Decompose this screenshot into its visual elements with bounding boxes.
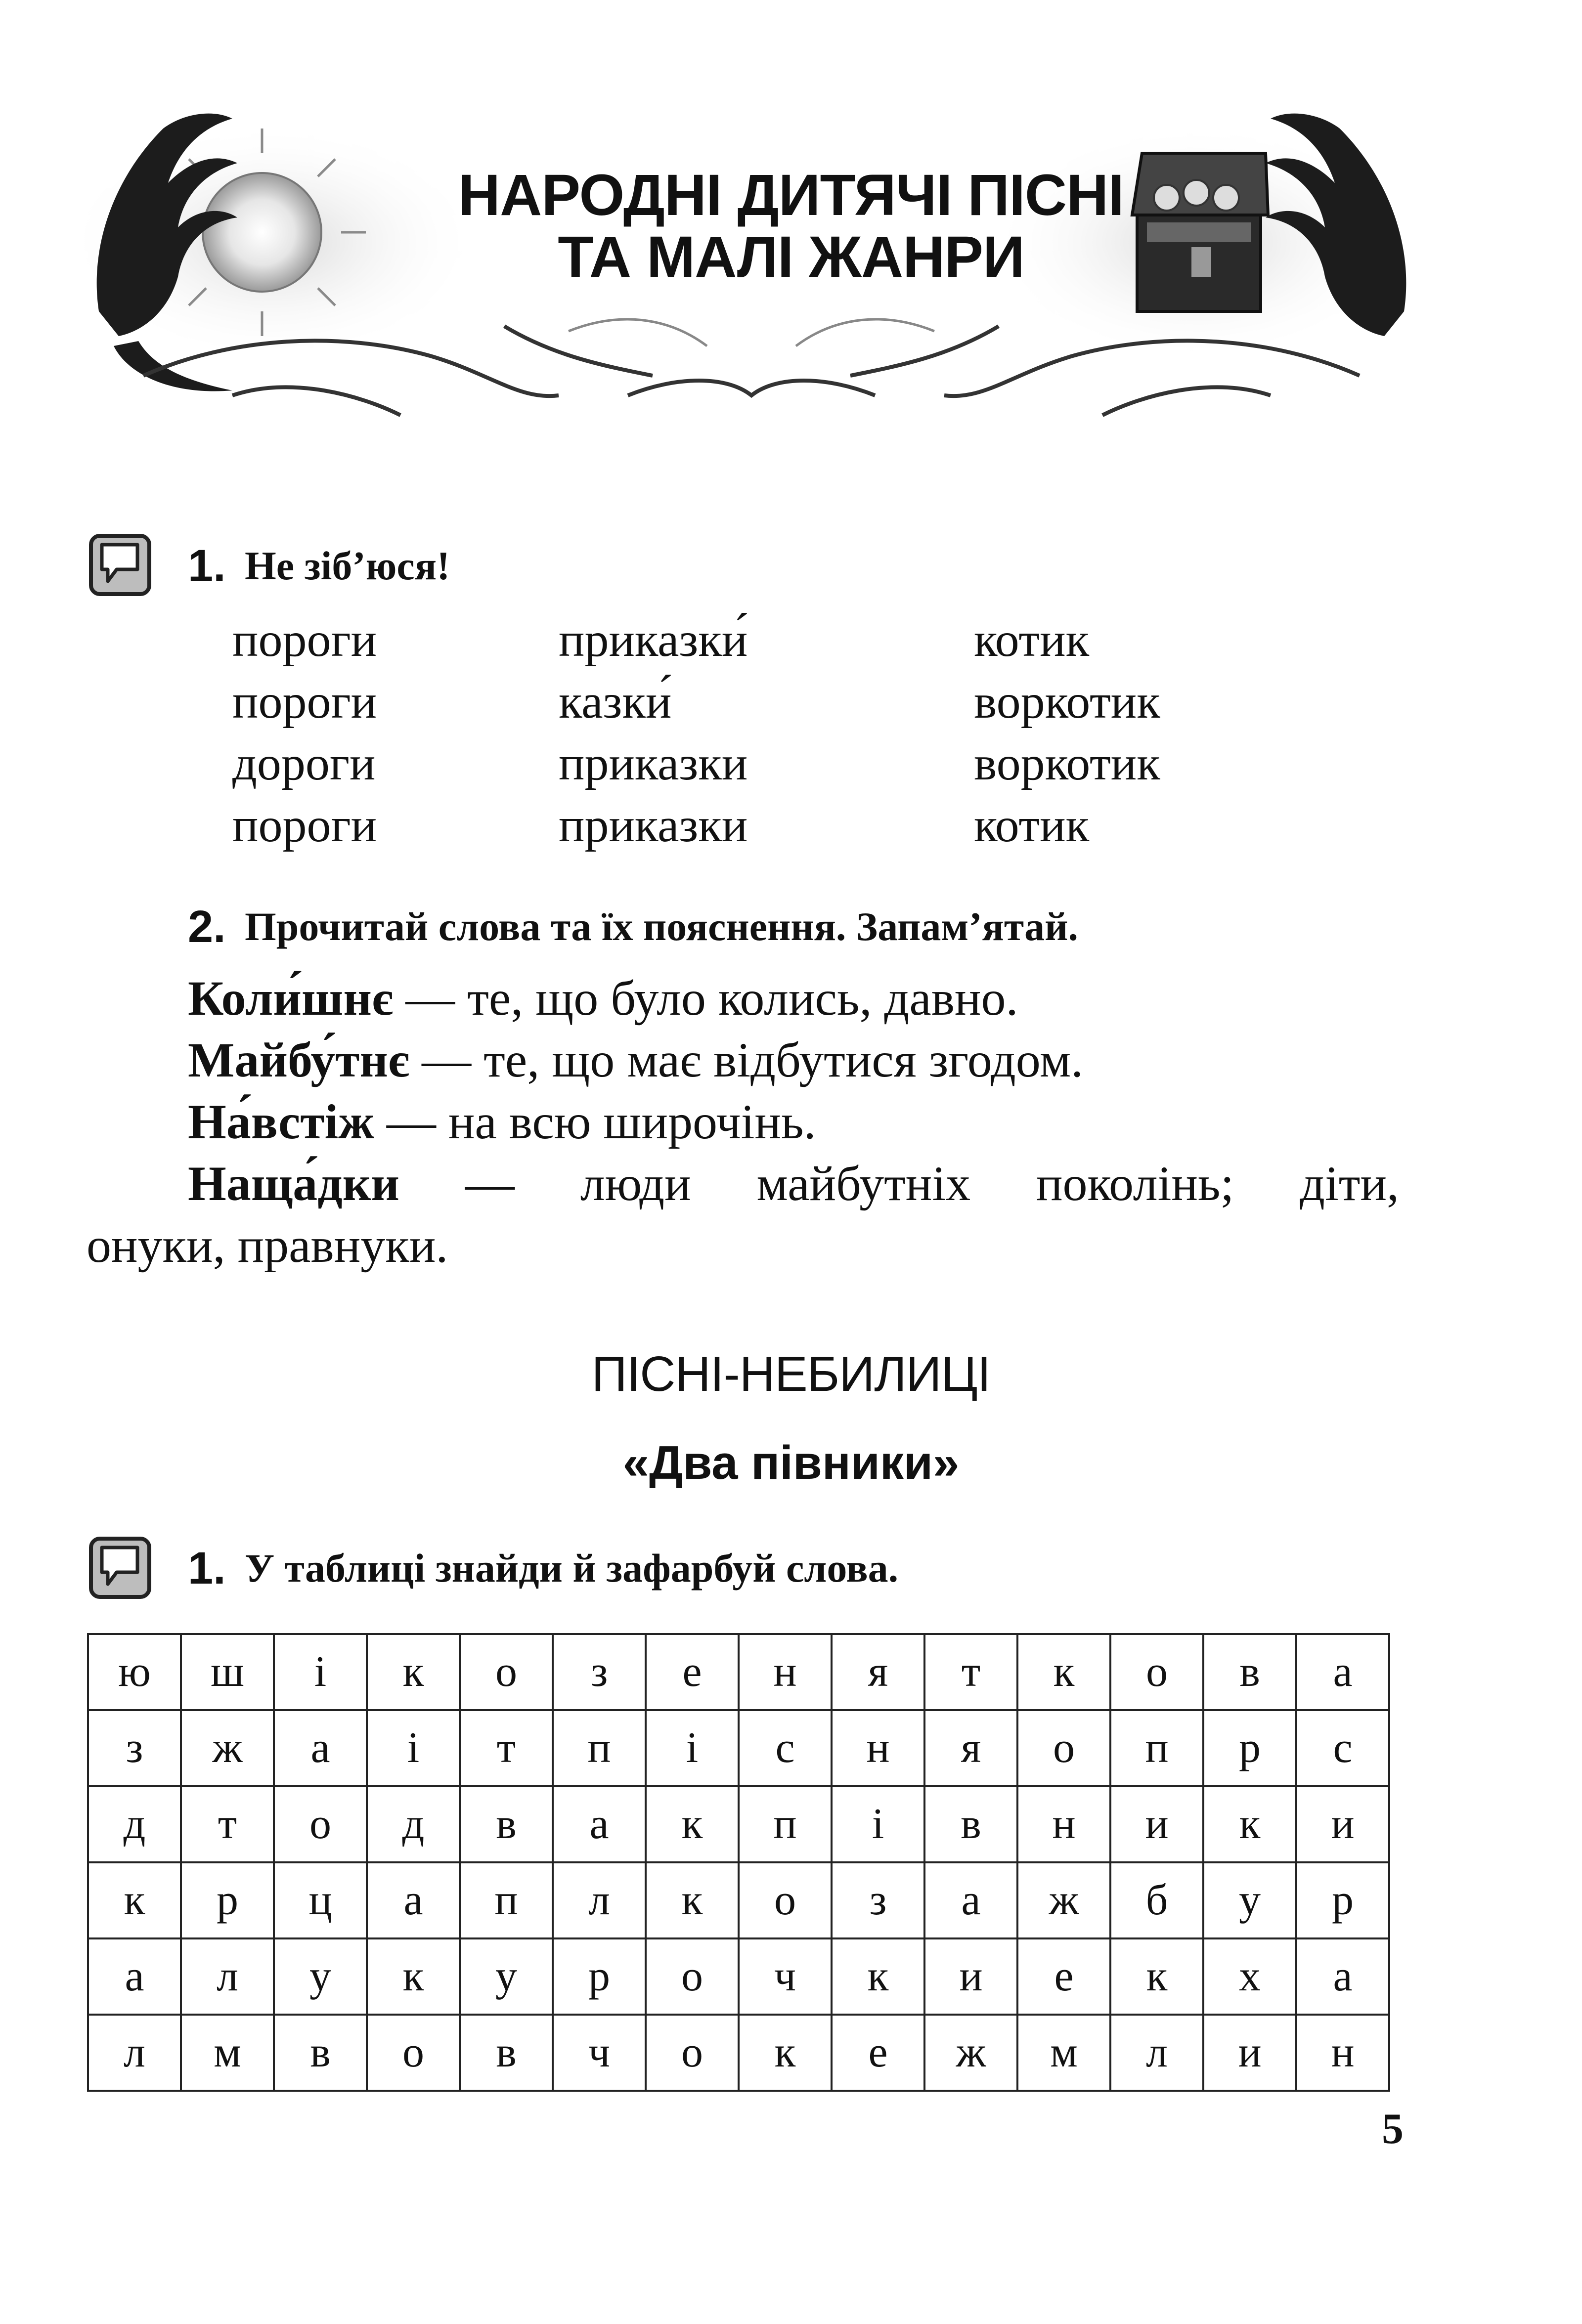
- grid-row: [88, 1862, 1389, 1938]
- grid-cell[interactable]: п: [739, 1786, 832, 1862]
- grid-cell[interactable]: и: [1203, 2015, 1296, 2091]
- task-instruction: Прочитай слова та їх пояснення. Запам’ятай.: [245, 904, 1078, 949]
- grid-cell[interactable]: а: [924, 1862, 1017, 1938]
- grid-cell[interactable]: н: [832, 1710, 924, 1786]
- definition-term: На́встіж: [188, 1094, 374, 1149]
- grid-cell[interactable]: л: [88, 2015, 181, 2091]
- speech-bubble-icon: [88, 1536, 152, 1600]
- word: котик: [974, 799, 1090, 852]
- definition-text: — те, що було колись, давно.: [393, 971, 1018, 1026]
- grid-cell[interactable]: о: [274, 1786, 367, 1862]
- grid-cell[interactable]: п: [553, 1710, 646, 1786]
- grid-cell[interactable]: р: [553, 1938, 646, 2015]
- grid-cell[interactable]: ю: [88, 1634, 181, 1710]
- grid-cell[interactable]: и: [924, 1938, 1017, 2015]
- grid-cell[interactable]: н: [739, 1634, 832, 1710]
- chapter-title-line-2: ТА МАЛІ ЖАНРИ: [558, 224, 1024, 290]
- grid-cell[interactable]: к: [646, 1862, 739, 1938]
- grid-cell[interactable]: к: [1110, 1938, 1203, 2015]
- grid-cell[interactable]: ж: [1017, 1862, 1110, 1938]
- definition-continuation: онуки, правнуки.: [87, 1218, 448, 1273]
- word: дороги: [232, 737, 376, 790]
- word: котик: [974, 613, 1090, 667]
- grid-cell[interactable]: с: [1296, 1710, 1389, 1786]
- grid-cell[interactable]: з: [832, 1862, 924, 1938]
- definition-text: — на всю широчінь.: [374, 1094, 816, 1149]
- definition-term: Майбу́тнє: [188, 1033, 410, 1087]
- grid-cell[interactable]: к: [646, 1786, 739, 1862]
- grid-cell[interactable]: і: [274, 1634, 367, 1710]
- grid-row: [88, 1710, 1389, 1786]
- song-title: «Два півники»: [622, 1436, 960, 1489]
- grid-cell[interactable]: а: [88, 1938, 181, 2015]
- grid-cell[interactable]: в: [460, 1786, 553, 1862]
- grid-cell[interactable]: а: [1296, 1938, 1389, 2015]
- task-number: 1.: [188, 1543, 226, 1593]
- definition-text: — те, що має відбутися згодом.: [409, 1033, 1084, 1087]
- grid-cell[interactable]: ц: [274, 1862, 367, 1938]
- grid-cell[interactable]: о: [739, 1862, 832, 1938]
- definition-text: — люди майбутніх поколінь; діти,: [399, 1156, 1399, 1211]
- grid-cell[interactable]: т: [460, 1710, 553, 1786]
- grid-cell[interactable]: а: [274, 1710, 367, 1786]
- word-search-grid: [87, 1633, 1390, 2092]
- definition-line: [188, 1031, 1083, 1090]
- word: воркотик: [974, 675, 1160, 729]
- grid-cell[interactable]: я: [924, 1710, 1017, 1786]
- grid-cell[interactable]: а: [1296, 1634, 1389, 1710]
- definition-line: [188, 1154, 1399, 1213]
- grid-cell[interactable]: к: [739, 2015, 832, 2091]
- grid-cell[interactable]: а: [367, 1862, 460, 1938]
- grid-cell[interactable]: н: [1017, 1786, 1110, 1862]
- grid-cell[interactable]: к: [1203, 1786, 1296, 1862]
- grid-cell[interactable]: о: [460, 1634, 553, 1710]
- task-instruction: Не зіб’юся!: [245, 543, 450, 588]
- grid-cell[interactable]: и: [1110, 1786, 1203, 1862]
- grid-cell[interactable]: я: [832, 1634, 924, 1710]
- word: пороги: [232, 675, 377, 729]
- grid-cell[interactable]: і: [367, 1710, 460, 1786]
- grid-cell[interactable]: в: [274, 2015, 367, 2091]
- grid-cell[interactable]: ш: [181, 1634, 274, 1710]
- grid-cell[interactable]: к: [367, 1634, 460, 1710]
- grid-cell[interactable]: а: [553, 1786, 646, 1862]
- grid-cell[interactable]: і: [832, 1786, 924, 1862]
- grid-cell[interactable]: д: [88, 1786, 181, 1862]
- grid-cell[interactable]: у: [274, 1938, 367, 2015]
- word: пороги: [232, 613, 377, 667]
- task-number: 1.: [188, 541, 226, 591]
- grid-cell[interactable]: і: [646, 1710, 739, 1786]
- grid-cell[interactable]: к: [1017, 1634, 1110, 1710]
- task-number: 2.: [188, 902, 226, 952]
- grid-cell[interactable]: т: [924, 1634, 1017, 1710]
- grid-cell[interactable]: у: [1203, 1862, 1296, 1938]
- grid-cell[interactable]: с: [739, 1710, 832, 1786]
- grid-cell[interactable]: п: [460, 1862, 553, 1938]
- grid-cell[interactable]: и: [1296, 1786, 1389, 1862]
- grid-cell[interactable]: м: [181, 2015, 274, 2091]
- grid-cell[interactable]: е: [832, 2015, 924, 2091]
- grid-cell[interactable]: з: [88, 1710, 181, 1786]
- grid-cell[interactable]: о: [367, 2015, 460, 2091]
- definition-line: [188, 969, 1018, 1028]
- grid-cell[interactable]: р: [1296, 1862, 1389, 1938]
- swirl-ornament: [143, 326, 1360, 415]
- grid-cell[interactable]: в: [460, 2015, 553, 2091]
- grid-cell[interactable]: е: [646, 1634, 739, 1710]
- grid-cell[interactable]: у: [460, 1938, 553, 2015]
- grid-cell[interactable]: л: [553, 1862, 646, 1938]
- grid-cell[interactable]: х: [1203, 1938, 1296, 2015]
- grid-cell[interactable]: е: [1017, 1938, 1110, 2015]
- grid-cell[interactable]: д: [367, 1786, 460, 1862]
- grid-cell[interactable]: о: [1110, 1634, 1203, 1710]
- grid-cell[interactable]: р: [181, 1862, 274, 1938]
- grid-cell[interactable]: ч: [739, 1938, 832, 2015]
- grid-cell[interactable]: о: [646, 1938, 739, 2015]
- grid-cell[interactable]: к: [367, 1938, 460, 2015]
- word: приказки: [559, 737, 748, 790]
- grid-row: [88, 2015, 1389, 2091]
- grid-row: [88, 1786, 1389, 1862]
- definition-term: Коли́шнє: [188, 971, 394, 1026]
- grid-cell[interactable]: о: [1017, 1710, 1110, 1786]
- grid-cell[interactable]: в: [924, 1786, 1017, 1862]
- grid-cell[interactable]: л: [1110, 2015, 1203, 2091]
- page-number: 5: [1382, 2105, 1404, 2153]
- grid-cell[interactable]: р: [1203, 1710, 1296, 1786]
- word: приказки: [559, 799, 748, 852]
- grid-cell[interactable]: м: [1017, 2015, 1110, 2091]
- section-title: ПІСНІ-НЕБИЛИЦІ: [591, 1346, 991, 1402]
- grid-cell[interactable]: ч: [553, 2015, 646, 2091]
- word: пороги: [232, 799, 377, 852]
- chapter-title-line-1: НАРОДНІ ДИТЯЧІ ПІСНІ: [458, 163, 1124, 228]
- grid-cell[interactable]: к: [88, 1862, 181, 1938]
- word: воркотик: [974, 737, 1160, 790]
- task-instruction: У таблиці знайди й зафарбуй слова.: [245, 1546, 899, 1591]
- grid-cell[interactable]: ж: [924, 2015, 1017, 2091]
- grid-cell[interactable]: н: [1296, 2015, 1389, 2091]
- grid-row: [88, 1634, 1389, 1710]
- grid-row: [88, 1938, 1389, 2015]
- grid-cell[interactable]: ж: [181, 1710, 274, 1786]
- speech-bubble-icon: [88, 533, 152, 597]
- grid-cell[interactable]: в: [1203, 1634, 1296, 1710]
- grid-cell[interactable]: т: [181, 1786, 274, 1862]
- word: казки́: [559, 675, 672, 729]
- definition-line: [188, 1092, 816, 1152]
- grid-cell[interactable]: з: [553, 1634, 646, 1710]
- grid-cell[interactable]: к: [832, 1938, 924, 2015]
- grid-cell[interactable]: б: [1110, 1862, 1203, 1938]
- word: приказки́: [559, 613, 748, 667]
- definition-term: Наща́дки: [188, 1156, 400, 1211]
- grid-cell[interactable]: о: [646, 2015, 739, 2091]
- grid-cell[interactable]: п: [1110, 1710, 1203, 1786]
- grid-cell[interactable]: л: [181, 1938, 274, 2015]
